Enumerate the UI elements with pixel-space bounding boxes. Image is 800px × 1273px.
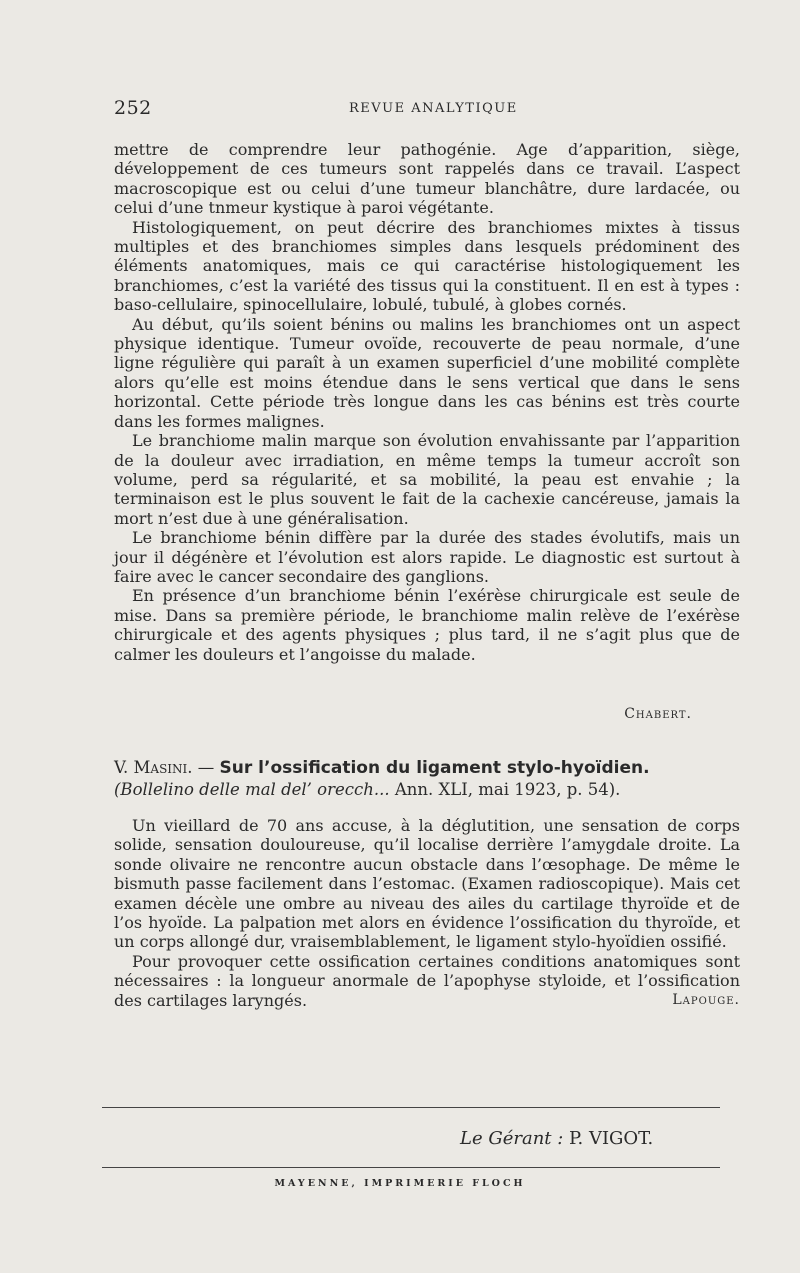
article-title: Sur l’ossification du ligament stylo-hyoïdien. (219, 758, 650, 778)
paragraph (114, 952, 740, 1010)
printer-line: MAYENNE, IMPRIMERIE FLOCH (274, 1178, 526, 1189)
page-header (114, 97, 740, 121)
article-signature: Lapouge. (672, 991, 740, 1008)
article-heading (114, 757, 744, 801)
paragraph: mettre de comprendre leur pathogénie. Age d’apparition, siège, développement de ces tumeurs sont rappelés dans ce travail. L’aspect macroscopique est ou celui d’une tumeur blanchâtre, dure lardacée, ou celui d’une tnmeur kystique à paroi végétante. (114, 140, 740, 218)
review-body (114, 140, 740, 664)
article-body (114, 816, 740, 1010)
gerant-label: Le Gérant : (460, 1128, 564, 1149)
article-citation: Ann. XLI, mai 1923, p. 54). (389, 780, 621, 799)
running-title: REVUE ANALYTIQUE (349, 101, 518, 116)
article-journal: (Bollelino delle mal del’ orecch... (114, 780, 390, 799)
article-author: V. Masini. (114, 758, 193, 777)
paragraph: Un vieillard de 70 ans accuse, à la déglutition, une sensation de corps solide, sensation douloureuse, qu’il localise derrière l’amygdale droite. La sonde olivaire ne rencontre aucun obstacle dans l’œsophage. De même le bismuth passe facilement dans l’estomac. (Examen radioscopique). Mais cet examen décèle une ombre au niveau des ailes du cartilage thyroïde et de l’os hyoïde. La palpation met alors en évidence l’ossification du thyroïde, et un corps allongé dur, vraisemblablement, le ligament stylo-hyoïdien ossifié. (114, 816, 740, 952)
paragraph: En présence d’un branchiome bénin l’exérèse chirurgicale est seule de mise. Dans sa première période, le branchiome malin relève de l’exérèse chirurgicale et des agents physiques ; plus tard, il ne s’agit plus que de calmer les douleurs et l’angoisse du malade. (114, 586, 740, 664)
page-number: 252 (114, 97, 152, 119)
heading-dash: — (192, 758, 220, 777)
paragraph-text: Pour provoquer cette ossification certaines conditions anatomiques sont nécessaires : la longueur anormale de l’apophyse styloide, et l’ossification des cartilages laryngés. (114, 951, 740, 1010)
paragraph: Le branchiome malin marque son évolution envahissante par l’apparition de la douleur avec irradiation, en même temps la tumeur accroît son volume, perd sa régularité, et sa mobilité, la peau est envahie ; la terminaison est le plus souvent le fait de la cachexie cancéreuse, jamais la mort n’est due à une généralisation. (114, 431, 740, 528)
gerant-line (460, 1128, 653, 1149)
divider (102, 1167, 720, 1168)
paragraph: Au début, qu’ils soient bénins ou malins les branchiomes ont un aspect physique identique. Tumeur ovoïde, recouverte de peau normale, d’une ligne régulière qui paraît à un examen superficiel d’une mobilité complète alors qu’elle est moins étendue dans le sens vertical que dans le sens horizontal. Cette période très longue dans les cas bénins est très courte dans les formes malignes. (114, 314, 740, 431)
review-signature: Chabert. (624, 706, 692, 722)
paragraph: Le branchiome bénin diffère par la durée des stades évolutifs, mais un jour il dégénère et l’évolution est alors rapide. Le diagnostic est surtout à faire avec le cancer secondaire des ganglions. (114, 528, 740, 586)
divider (102, 1107, 720, 1108)
paragraph: Histologiquement, on peut décrire des branchiomes mixtes à tissus multiples et des branchiomes simples dans lesquels prédominent des éléments anatomiques, mais ce qui caractérise histologiquement les branchiomes, c’est la variété des tissus qui la constituent. Il en est à types : baso-cellulaire, spinocellulaire, lobulé, tubulé, à globes cornés. (114, 217, 740, 315)
gerant-name: P. VIGOT. (563, 1128, 654, 1149)
